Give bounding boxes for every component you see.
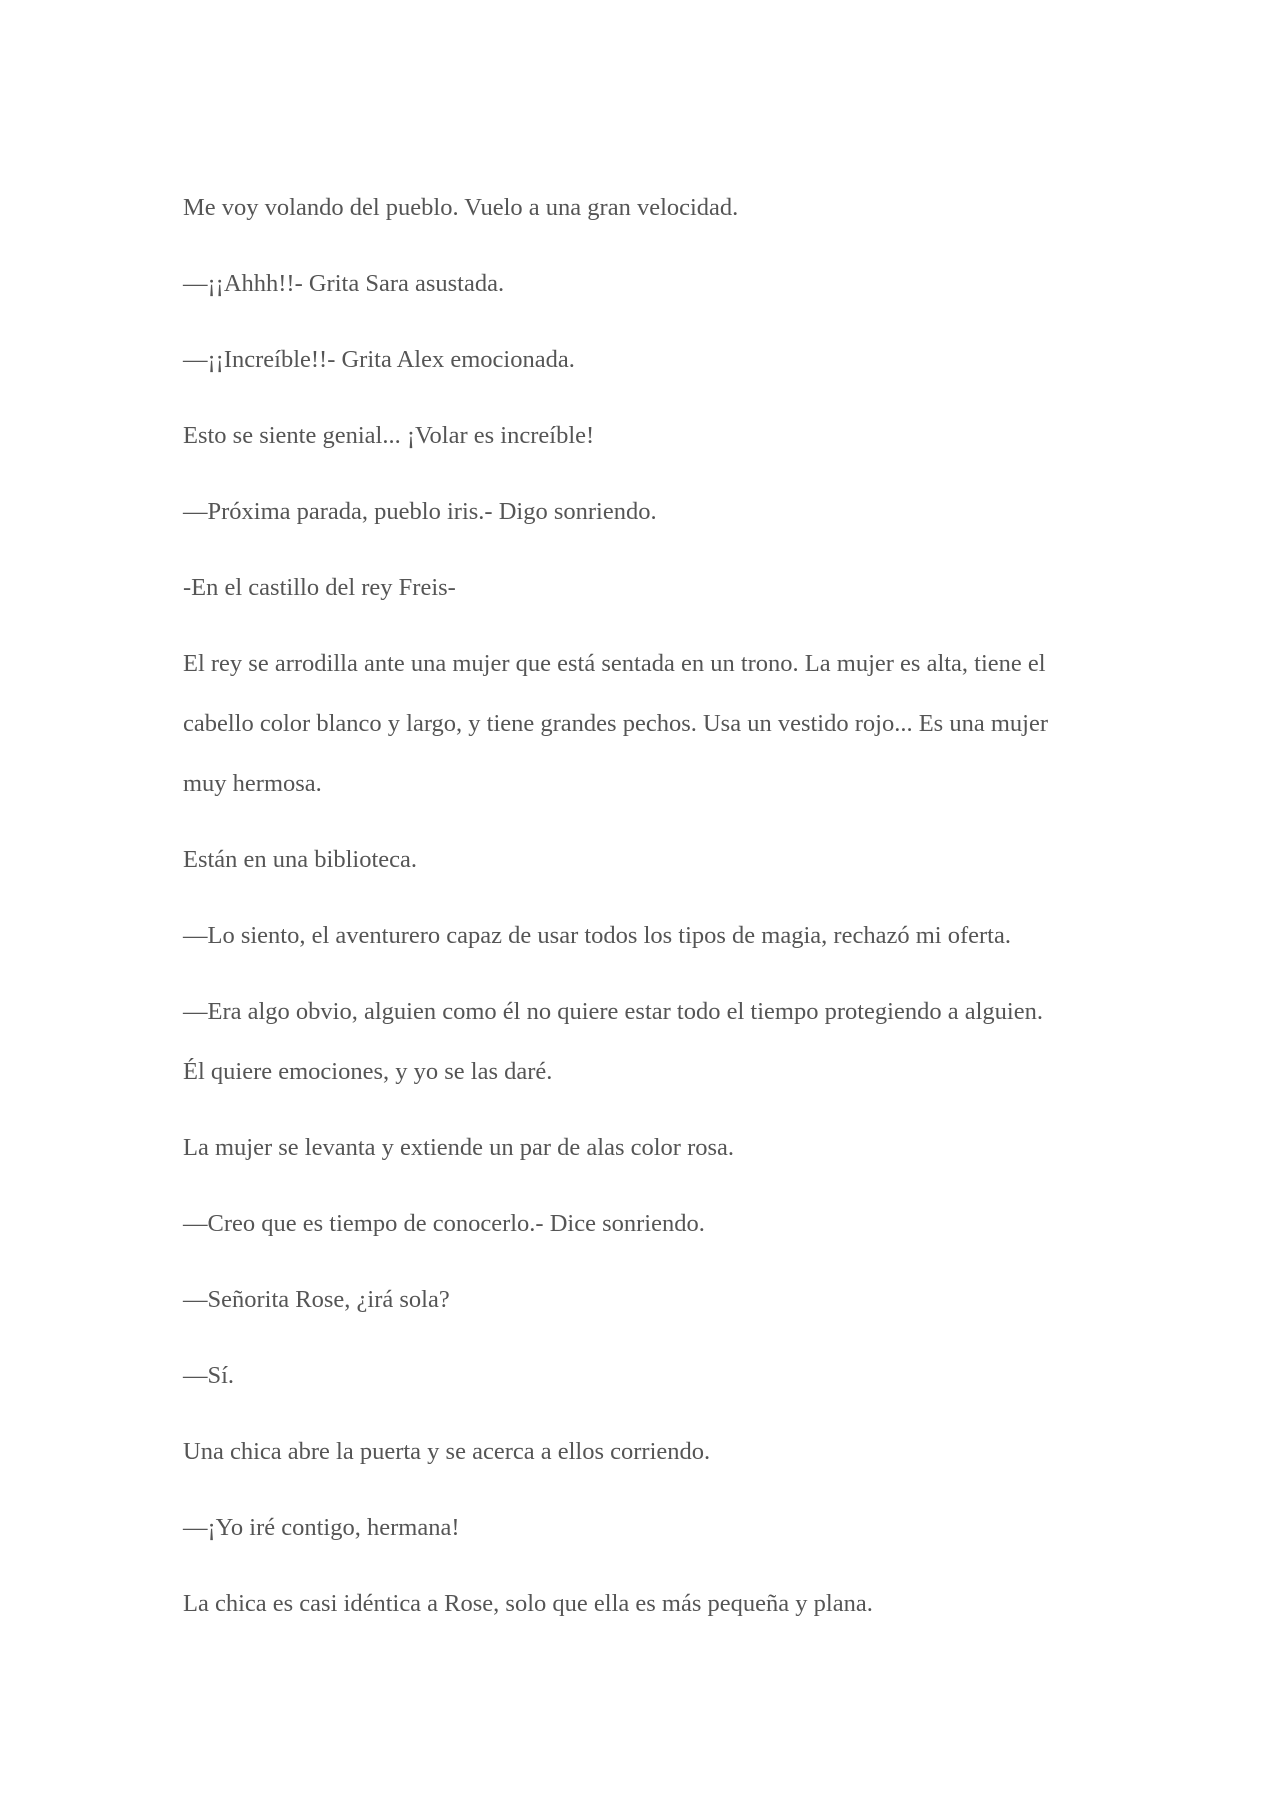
paragraph: Están en una biblioteca. — [183, 846, 418, 873]
paragraph: —¡¡Increíble!!- Grita Alex emocionada. — [183, 346, 575, 373]
paragraph: —¡Yo iré contigo, hermana! — [183, 1514, 460, 1541]
paragraph: —Era algo obvio, alguien como él no quiere estar todo el tiempo protegiendo a alguien. Él quiere emociones, y yo se las daré. — [183, 998, 1043, 1085]
paragraph: —Lo siento, el aventurero capaz de usar todos los tipos de magia, rechazó mi oferta. — [183, 922, 1011, 949]
paragraph: —Próxima parada, pueblo iris.- Digo sonriendo. — [183, 498, 657, 525]
paragraph: Me voy volando del pueblo. Vuelo a una gran velocidad. — [183, 194, 739, 221]
paragraph: —Creo que es tiempo de conocerlo.- Dice sonriendo. — [183, 1210, 705, 1237]
paragraph: La mujer se levanta y extiende un par de alas color rosa. — [183, 1134, 735, 1161]
paragraph: —Señorita Rose, ¿irá sola? — [183, 1286, 450, 1313]
paragraph: Esto se siente genial... ¡Volar es increíble! — [183, 422, 595, 449]
scene-heading: -En el castillo del rey Freis- — [183, 574, 456, 601]
paragraph: La chica es casi idéntica a Rose, solo que ella es más pequeña y plana. — [183, 1590, 873, 1617]
paragraph: —Sí. — [183, 1362, 235, 1389]
paragraph: Una chica abre la puerta y se acerca a ellos corriendo. — [183, 1438, 711, 1465]
paragraph: El rey se arrodilla ante una mujer que está sentada en un trono. La mujer es alta, tiene el cabello color blanco y largo, y tiene grandes pechos. Usa un vestido rojo... Es una mujer muy hermosa. — [183, 650, 1048, 797]
document-body — [183, 178, 1103, 1650]
paragraph: —¡¡Ahhh!!- Grita Sara asustada. — [183, 270, 505, 297]
